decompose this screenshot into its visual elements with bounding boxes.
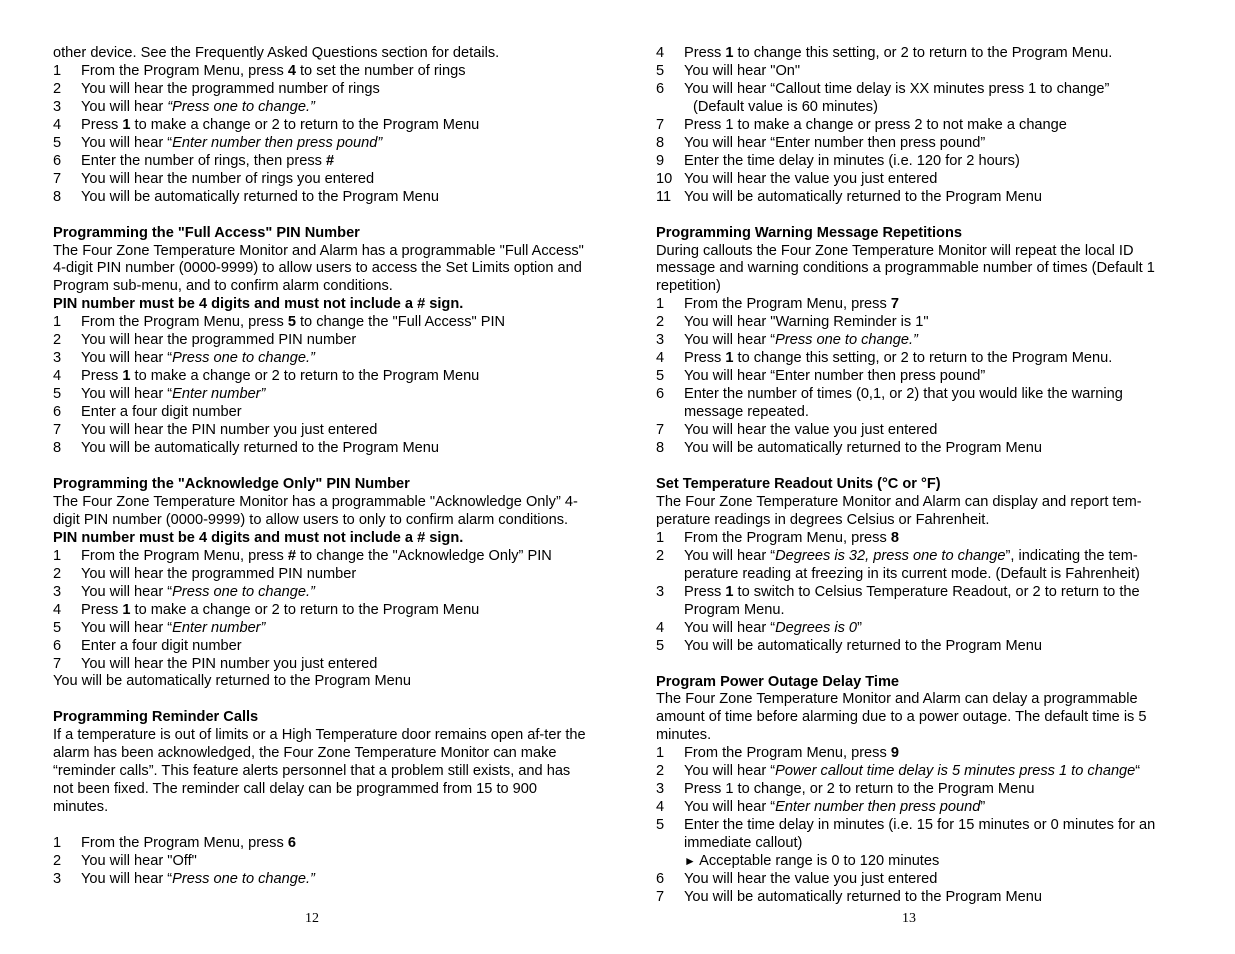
list-item (656, 871, 1186, 889)
step-text (81, 638, 593, 656)
intro-text: other device. See the Frequently Asked Questions section for details. (53, 45, 500, 61)
step-number: 4 (53, 116, 62, 133)
step-number: 6 (53, 152, 62, 169)
step-number: 6 (53, 404, 62, 421)
step-text-plain: Press 1 to change, or 2 to return to the Program Menu (684, 781, 1035, 798)
step-text (81, 63, 593, 81)
step-text (684, 817, 1186, 871)
step-text-plain: Enter the number of times (0,1, or 2) that you would like the warning message repeated. (684, 386, 1123, 421)
rings-steps (53, 63, 593, 207)
step-text-plain: You will hear "On" (684, 62, 801, 79)
step-number: 5 (656, 637, 665, 654)
step-key: # (287, 547, 296, 564)
step-text-pre: From the Program Menu, press (81, 62, 288, 79)
list-item (656, 584, 1186, 620)
step-text-pre: Press (81, 368, 123, 385)
step-text-plain: Press 1 to make a change or press 2 to not make a change (684, 116, 1067, 133)
step-text-pre: You will hear “ (684, 799, 776, 816)
step-number: 5 (656, 62, 665, 79)
step-quote: Degrees is 32, press one to change (775, 547, 1006, 564)
step-text (684, 117, 1186, 135)
list-item (53, 314, 593, 332)
list-item (656, 745, 1186, 763)
step-number: 1 (53, 835, 62, 852)
step-key: # (325, 152, 335, 169)
step-text-post: to change this setting, or 2 to return to the Program Menu. (733, 45, 1113, 61)
step-text (684, 422, 1186, 440)
step-number: 2 (53, 332, 62, 349)
list-item (656, 620, 1186, 638)
step-text-pre: You will hear “ (81, 134, 173, 151)
step-number: 5 (53, 386, 62, 403)
warning-heading: Programming Warning Message Repetitions (656, 224, 962, 241)
step-quote: “Press one to change.” (167, 98, 315, 115)
list-item (656, 763, 1186, 781)
step-text-pre: From the Program Menu, press (684, 296, 891, 313)
step-number: 8 (53, 188, 62, 205)
step-text (81, 548, 593, 566)
list-item (53, 189, 593, 207)
step-text-pre: Press (81, 601, 123, 618)
list-item (53, 620, 593, 638)
step-number: 7 (53, 422, 62, 439)
step-number: 2 (656, 547, 665, 564)
list-item (53, 638, 593, 656)
step-text-pre: You will hear “ (684, 763, 776, 780)
step-text-pre: You will hear “ (684, 547, 776, 564)
full-access-heading: Programming the "Full Access" PIN Number (53, 224, 360, 241)
step-text (81, 386, 593, 404)
list-item (53, 117, 593, 135)
step-subnote-text: Acceptable range is 0 to 120 minutes (699, 853, 940, 870)
step-number: 9 (656, 152, 665, 169)
step-number: 5 (656, 817, 665, 834)
step-quote: Enter number then press pound” (172, 134, 383, 151)
step-number: 4 (656, 619, 665, 636)
step-text-pre: You will hear “ (684, 332, 776, 349)
step-text (684, 332, 1186, 350)
step-text (81, 422, 593, 440)
step-number: 7 (656, 422, 665, 439)
step-text (81, 368, 593, 386)
list-item (53, 602, 593, 620)
step-text-pre: You will hear (81, 98, 168, 115)
step-number: 2 (53, 80, 62, 97)
step-key: 1 (725, 583, 734, 600)
step-text-plain: You will hear “Enter number then press pound” (684, 134, 986, 151)
step-key: 6 (287, 835, 296, 852)
step-text (684, 799, 1186, 817)
step-text (81, 835, 593, 853)
step-text-plain: You will hear the value you just entered (684, 170, 938, 187)
step-text-post: to switch to Celsius Temperature Readout, or 2 to return to the Program Menu. (684, 583, 1140, 618)
list-item (53, 332, 593, 350)
step-text-plain: You will hear the programmed PIN number (81, 332, 357, 349)
full-access-note: PIN number must be 4 digits and must not include a # sign. (53, 296, 464, 313)
list-item (656, 189, 1186, 207)
step-quote: Power callout time delay is 5 minutes press 1 to change (775, 763, 1136, 780)
list-item (53, 566, 593, 584)
step-key: 1 (122, 116, 131, 133)
step-text (81, 153, 593, 171)
step-number: 7 (53, 655, 62, 672)
step-text-pre: Press (684, 350, 726, 367)
step-number: 2 (656, 763, 665, 780)
step-text-post: to change this setting, or 2 to return to the Program Menu. (733, 350, 1113, 367)
step-key: 4 (287, 62, 296, 79)
step-number: 4 (656, 45, 665, 61)
step-number: 5 (656, 368, 665, 385)
step-quote: Press one to change.” (172, 350, 315, 367)
step-key: 5 (287, 314, 296, 331)
step-number: 8 (656, 134, 665, 151)
list-item (53, 584, 593, 602)
step-text (81, 871, 593, 889)
step-number: 1 (53, 547, 62, 564)
reminder-steps (53, 835, 593, 889)
ack-only-trailing: You will be automatically returned to the Program Menu (53, 673, 412, 690)
step-text (684, 45, 1186, 63)
list-item (53, 99, 593, 117)
list-item (53, 835, 593, 853)
list-item (656, 638, 1186, 656)
list-item (656, 817, 1186, 871)
list-item (656, 889, 1186, 907)
step-text-plain: Enter the time delay in minutes (i.e. 120 for 2 hours) (684, 152, 1020, 169)
ack-only-steps (53, 548, 593, 674)
step-text-plain: You will be automatically returned to the Program Menu (81, 188, 440, 205)
step-text-plain: You will be automatically returned to the Program Menu (684, 888, 1043, 905)
step-number: 2 (53, 853, 62, 870)
step-number: 8 (53, 440, 62, 457)
pointer-arrow-icon: ► (684, 854, 696, 869)
list-item (656, 135, 1186, 153)
step-text-post: to set the number of rings (295, 62, 466, 79)
step-text (81, 189, 593, 207)
step-text (81, 81, 593, 99)
step-text-post: to make a change or 2 to return to the Program Menu (130, 368, 480, 385)
step-quote: Enter number” (172, 386, 266, 403)
step-key: 1 (725, 350, 734, 367)
step-text-pre: From the Program Menu, press (81, 835, 288, 852)
step-text (81, 135, 593, 153)
list-item (53, 656, 593, 674)
step-text (81, 404, 593, 422)
step-text-pre: You will hear “ (81, 619, 173, 636)
step-number: 3 (53, 583, 62, 600)
units-steps (656, 530, 1186, 656)
step-text-plain: Enter the time delay in minutes (i.e. 15 for 15 minutes or 0 minutes for an immediate callout) (684, 817, 1156, 852)
step-number: 5 (53, 619, 62, 636)
step-text (81, 350, 593, 368)
step-number: 6 (656, 386, 665, 403)
list-item (53, 548, 593, 566)
step-text-pre: From the Program Menu, press (81, 314, 288, 331)
step-key: 7 (890, 296, 899, 313)
list-item (53, 135, 593, 153)
step-text-pre: Press (684, 45, 726, 61)
step-quote: Press one to change.” (172, 871, 315, 888)
step-text-pre: From the Program Menu, press (684, 745, 891, 762)
list-item (656, 781, 1186, 799)
step-text-pre: You will hear “ (81, 583, 173, 600)
step-text (684, 189, 1186, 207)
list-item (53, 386, 593, 404)
step-quote: Enter number then press pound (775, 799, 981, 816)
step-number: 3 (656, 332, 665, 349)
step-text-plain: Enter a four digit number (81, 404, 242, 421)
step-text (684, 781, 1186, 799)
step-number: 7 (656, 888, 665, 905)
step-number: 2 (656, 314, 665, 331)
list-item (656, 296, 1186, 314)
step-text (684, 386, 1186, 422)
list-item (656, 530, 1186, 548)
step-key: 1 (122, 601, 131, 618)
step-text-plain: You will hear the PIN number you just entered (81, 422, 378, 439)
step-quote: Enter number” (172, 619, 266, 636)
step-text-plain: You will hear "Off" (81, 853, 197, 870)
step-text-post: to make a change or 2 to return to the Program Menu (130, 116, 480, 133)
step-number: 1 (53, 314, 62, 331)
page-number-right: 13 (902, 911, 916, 926)
step-text (684, 368, 1186, 386)
step-text-post: “ (1135, 763, 1141, 780)
step-number: 10 (656, 170, 673, 187)
reminder-heading: Programming Reminder Calls (53, 709, 259, 726)
step-number: 3 (53, 350, 62, 367)
step-text (81, 853, 593, 871)
step-text (81, 566, 593, 584)
step-number: 1 (53, 62, 62, 79)
step-subnote (684, 99, 1186, 117)
list-item (656, 386, 1186, 422)
step-text-pre: You will hear “ (81, 350, 173, 367)
power-steps (656, 745, 1186, 907)
list-item (656, 548, 1186, 584)
list-item (53, 853, 593, 871)
step-quote: Press one to change.” (172, 583, 315, 600)
step-text (684, 763, 1186, 781)
step-text-post: ” (980, 799, 986, 816)
step-text (684, 81, 1186, 117)
step-text-plain: You will be automatically returned to the Program Menu (684, 637, 1043, 654)
step-quote: Press one to change.” (775, 332, 918, 349)
step-number: 6 (656, 80, 665, 97)
step-key: 1 (725, 45, 734, 61)
step-number: 1 (656, 745, 665, 762)
step-text-pre: From the Program Menu, press (684, 529, 891, 546)
step-text-pre: You will hear “ (81, 871, 173, 888)
step-text (684, 350, 1186, 368)
step-number: 3 (656, 583, 665, 600)
power-heading: Program Power Outage Delay Time (656, 673, 900, 690)
list-item (656, 117, 1186, 135)
step-text (81, 440, 593, 458)
list-item (53, 171, 593, 189)
warning-steps (656, 296, 1186, 458)
step-number: 7 (656, 116, 665, 133)
list-item (53, 440, 593, 458)
step-text (81, 620, 593, 638)
step-text (684, 530, 1186, 548)
list-item (656, 81, 1186, 117)
step-subnote (684, 853, 1186, 871)
page-number-left: 12 (305, 911, 319, 926)
step-text (684, 889, 1186, 907)
list-item (53, 81, 593, 99)
step-number: 6 (53, 637, 62, 654)
step-text-post: ”, indicating the tem-perature reading at freezing in its current mode. (Default is Fahrenheit) (684, 547, 1140, 582)
step-text-pre: Press (81, 116, 123, 133)
step-text (81, 656, 593, 674)
step-number: 4 (656, 350, 665, 367)
list-item (656, 440, 1186, 458)
step-text-plain: You will hear “Callout time delay is XX minutes press 1 to change” (684, 80, 1110, 97)
step-text-plain: You will be automatically returned to the Program Menu (81, 440, 440, 457)
step-text (684, 584, 1186, 620)
step-subnote-text: (Default value is 60 minutes) (693, 98, 878, 115)
step-text-plain: You will hear “Enter number then press pound” (684, 368, 986, 385)
step-text (684, 440, 1186, 458)
full-access-body: The Four Zone Temperature Monitor and Alarm has a programmable "Full Access" 4-digit PIN number (0000-9999) to allow users to access the Set Limits option and Program sub-menu, and to confirm alarm conditions. (53, 242, 584, 295)
step-text-plain: You will hear "Warning Reminder is 1" (684, 314, 929, 331)
step-text (81, 171, 593, 189)
list-item (53, 368, 593, 386)
step-text-post: to change the "Acknowledge Only” PIN (295, 547, 552, 564)
step-number: 8 (656, 440, 665, 457)
ack-only-body: The Four Zone Temperature Monitor has a programmable "Acknowledge Only” 4-digit PIN number (0000-9999) to allow users to only to confirm alarm conditions. (53, 493, 578, 528)
list-item (656, 422, 1186, 440)
step-text-plain: You will hear the number of rings you entered (81, 170, 375, 187)
step-text (684, 171, 1186, 189)
step-text (684, 638, 1186, 656)
step-text (684, 620, 1186, 638)
reminder-body: If a temperature is out of limits or a High Temperature door remains open af-ter the alarm has been acknowledged, the Four Zone Temperature Monitor can make “reminder calls”. This feature alerts personnel that a problem still exists, and has not been fixed. The reminder call delay can be programmed from 15 to 900 minutes. (53, 727, 586, 816)
step-number: 1 (656, 529, 665, 546)
step-text (81, 314, 593, 332)
full-access-steps (53, 314, 593, 458)
step-number: 7 (53, 170, 62, 187)
step-number: 6 (656, 870, 665, 887)
list-item (53, 63, 593, 81)
step-text-plain: You will hear the value you just entered (684, 870, 938, 887)
step-number: 4 (53, 368, 62, 385)
step-text-pre: From the Program Menu, press (81, 547, 288, 564)
step-text (684, 296, 1186, 314)
list-item (656, 332, 1186, 350)
step-text-pre: Enter the number of rings, then press (81, 152, 326, 169)
list-item (656, 63, 1186, 81)
step-number: 11 (656, 188, 672, 205)
step-text-post: ” (857, 619, 862, 636)
step-key: 1 (122, 368, 131, 385)
ack-only-heading: Programming the "Acknowledge Only" PIN Number (53, 475, 410, 492)
step-number: 5 (53, 134, 62, 151)
list-item (656, 314, 1186, 332)
step-text-pre: You will hear “ (81, 386, 173, 403)
units-heading: Set Temperature Readout Units (°C or °F) (656, 475, 941, 492)
step-text-post: to make a change or 2 to return to the Program Menu (130, 601, 480, 618)
ack-only-note: PIN number must be 4 digits and must not include a # sign. (53, 529, 464, 546)
list-item (53, 871, 593, 889)
step-text (81, 332, 593, 350)
list-item (656, 350, 1186, 368)
list-item (53, 153, 593, 171)
step-text-plain: You will be automatically returned to the Program Menu (684, 188, 1043, 205)
step-text-pre: Press (684, 583, 726, 600)
list-item (656, 45, 1186, 63)
power-body: The Four Zone Temperature Monitor and Alarm can delay a programmable amount of time before alarming due to a power outage. The default time is 5 minutes. (656, 691, 1147, 744)
step-text (684, 135, 1186, 153)
list-item (53, 422, 593, 440)
list-item (656, 153, 1186, 171)
step-text (684, 63, 1186, 81)
step-text-pre: You will hear “ (684, 619, 776, 636)
step-text (81, 602, 593, 620)
left-page (53, 45, 593, 889)
step-text (81, 584, 593, 602)
step-text (684, 153, 1186, 171)
step-text-plain: You will hear the PIN number you just entered (81, 655, 378, 672)
step-text-plain: Enter a four digit number (81, 637, 242, 654)
list-item (656, 368, 1186, 386)
warning-body: During callouts the Four Zone Temperature Monitor will repeat the local ID message and warning conditions a programmable number of times (Default 1 repetition) (656, 242, 1155, 295)
step-number: 3 (656, 781, 665, 798)
step-text (81, 99, 593, 117)
step-text-plain: You will be automatically returned to the Program Menu (684, 440, 1043, 457)
list-item (656, 799, 1186, 817)
step-number: 1 (656, 296, 665, 313)
step-text (684, 548, 1186, 584)
step-key: 8 (890, 529, 899, 546)
step-number: 4 (53, 601, 62, 618)
step-text (684, 745, 1186, 763)
step-key: 9 (890, 745, 899, 762)
step-number: 3 (53, 871, 62, 888)
list-item (53, 350, 593, 368)
step-text-plain: You will hear the value you just entered (684, 422, 938, 439)
right-page (656, 45, 1186, 907)
step-quote: Degrees is 0 (775, 619, 858, 636)
step-text (684, 871, 1186, 889)
list-item (53, 404, 593, 422)
step-text (684, 314, 1186, 332)
step-text-plain: You will hear the programmed number of rings (81, 80, 380, 97)
list-item (656, 171, 1186, 189)
step-text-plain: You will hear the programmed PIN number (81, 565, 357, 582)
step-number: 4 (656, 799, 665, 816)
step-text-post: to change the "Full Access" PIN (295, 314, 506, 331)
step-text (81, 117, 593, 135)
units-body: The Four Zone Temperature Monitor and Alarm can display and report tem-perature readings in degrees Celsius or Fahrenheit. (656, 493, 1142, 528)
reminder-cont-steps (656, 45, 1186, 207)
step-number: 3 (53, 98, 62, 115)
step-number: 2 (53, 565, 62, 582)
